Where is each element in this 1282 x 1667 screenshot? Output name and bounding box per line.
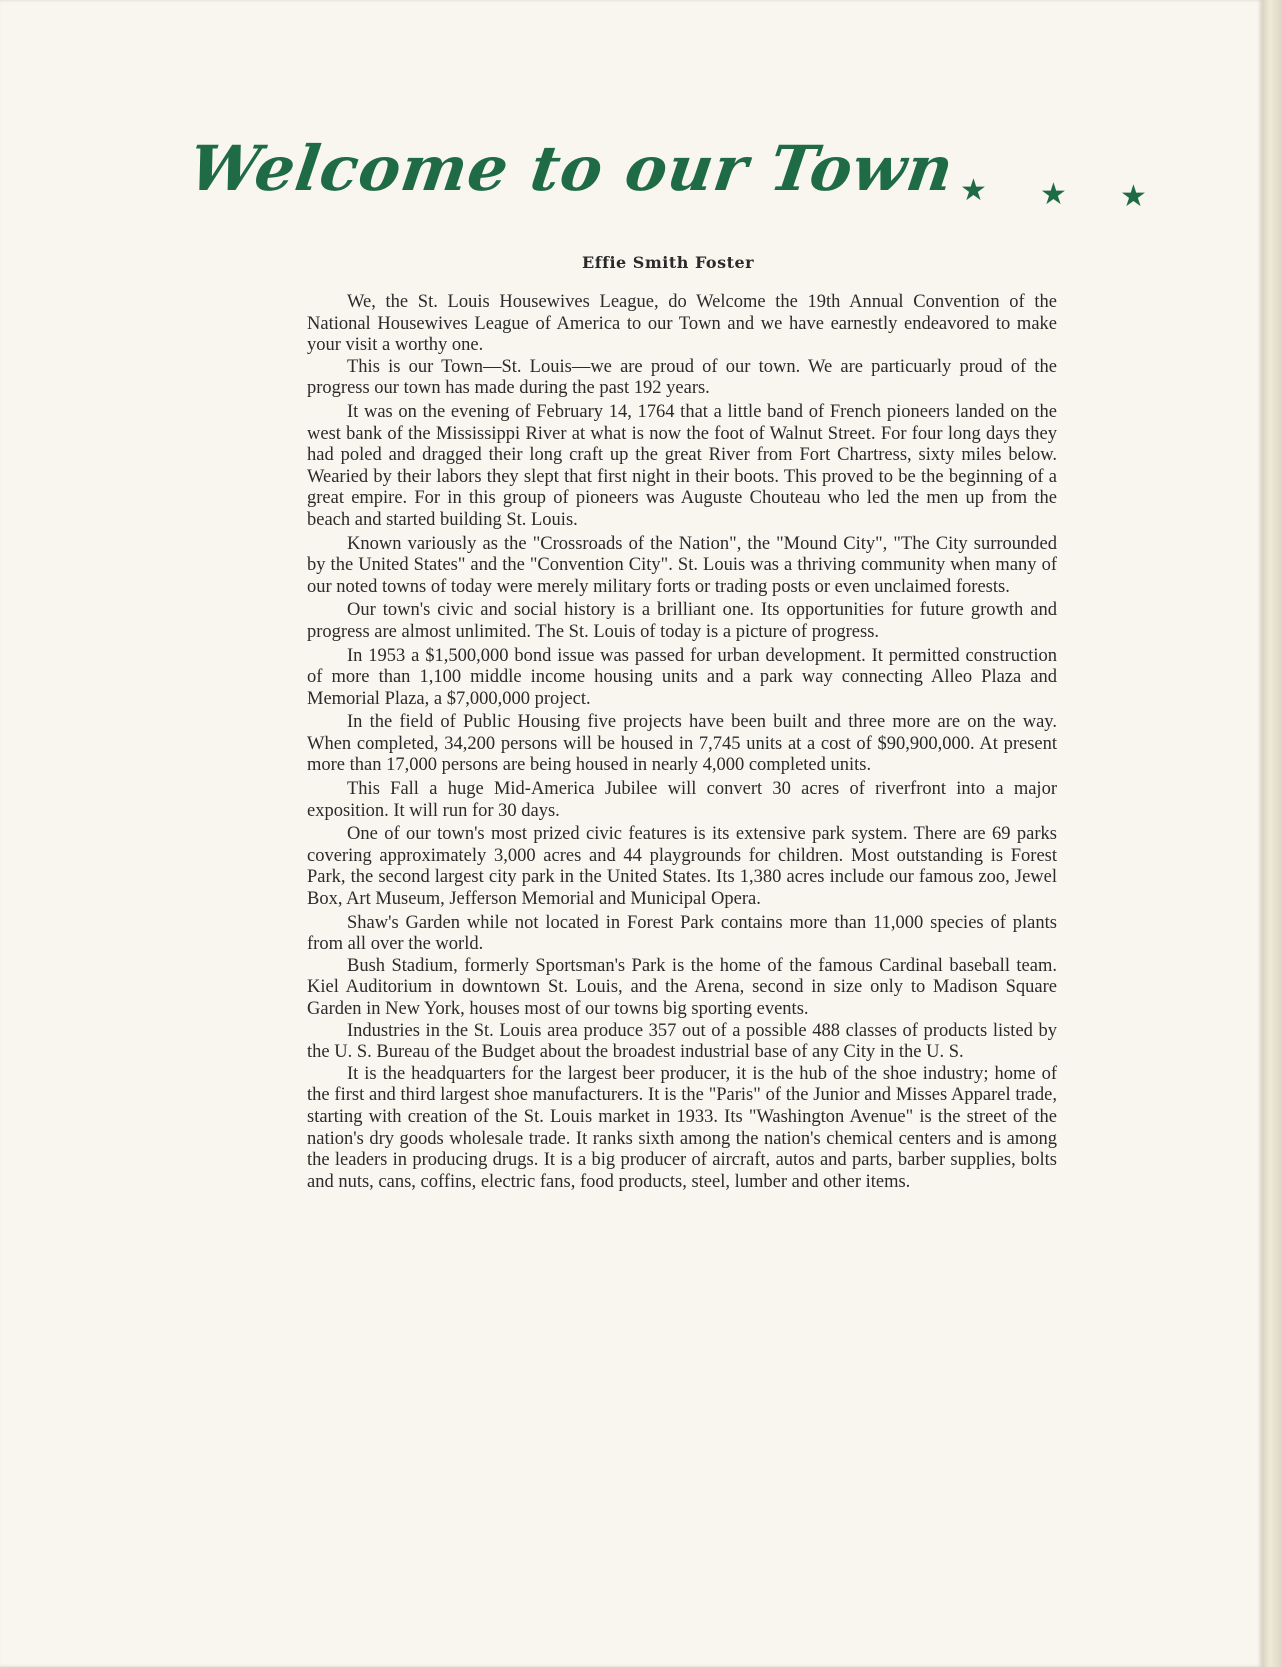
paragraph: We, the St. Louis Housewives League, do Welcome the 19th Annual Convention of the National Housewives League of America to our Town and we have earnestly endeavored to make your visit a worthy one. <box>307 292 1057 356</box>
star-icon: ★ <box>960 173 987 208</box>
paragraph: In the field of Public Housing five projects have been built and three more are on the way. When completed, 34,200 persons will be housed in 7,745 units at a cost of $90,900,000. At present more than 17,000 persons are being housed in nearly 4,000 completed units. <box>307 712 1057 776</box>
paragraph: One of our town's most prized civic features is its extensive park system. There are 69 parks covering approximately 3,000 acres and 44 playgrounds for children. Most outstanding is Forest Park, the second largest city park in the United States. Its 1,380 acres include our famous zoo, Jewel Box, Art Museum, Jefferson Memorial and Municipal Opera. <box>307 824 1057 910</box>
star-icon: ★ <box>1120 179 1147 214</box>
paragraph: Bush Stadium, formerly Sportsman's Park is the home of the famous Cardinal baseball team. Kiel Auditorium in downtown St. Louis, and the Arena, second in size only to Madison Square Garden in New York, houses most of our towns big sporting events. <box>307 955 1057 1019</box>
page-edge <box>1262 0 1282 1667</box>
author-byline: Effie Smith Foster <box>582 253 755 272</box>
paragraph: Industries in the St. Louis area produce 357 out of a possible 488 classes of products listed by the U. S. Bureau of the Budget about the broadest industrial base of any City in the U. S. <box>307 1020 1057 1063</box>
headline-title: Welcome to our Town <box>184 132 959 205</box>
star-icon: ★ <box>1040 177 1067 212</box>
paragraph: This is our Town—St. Louis—we are proud of our town. We are particuarly proud of the progress our town has made during the past 192 years. <box>307 356 1057 399</box>
paragraph: It is the headquarters for the largest beer producer, it is the hub of the shoe industry; home of the first and third largest shoe manufacturers. It is the "Paris" of the Junior and Misses Apparel trade, starting with creation of the St. Louis market in 1933. Its "Washington Avenue" is the street of the nation's dry goods wholesale trade. It ranks sixth among the nation's chemical centers and is among the leaders in producing drugs. It is a big producer of aircraft, autos and parts, barber supplies, bolts and nuts, cans, coffins, electric fans, food products, steel, lumber and other items. <box>307 1063 1057 1192</box>
headline <box>184 132 1190 232</box>
paragraph: It was on the evening of February 14, 1764 that a little band of French pioneers landed on the west bank of the Mississippi River at what is now the foot of Walnut Street. For four long days they had poled and dragged their long craft up the great River from Fort Chartress, sixty miles below. Wearied by their labors they slept that first night in their boots. This proved to be the beginning of a great empire. For in this group of pioneers was Auguste Chouteau who led the men up from the beach and started building St. Louis. <box>307 401 1057 530</box>
paragraph: This Fall a huge Mid-America Jubilee will convert 30 acres of riverfront into a major exposition. It will run for 30 days. <box>307 779 1057 821</box>
article-body <box>307 292 1057 1193</box>
paragraph: Shaw's Garden while not located in Forest Park contains more than 11,000 species of plants from all over the world. <box>307 912 1057 955</box>
paragraph: In 1953 a $1,500,000 bond issue was passed for urban development. It permitted construction of more than 1,100 middle income housing units and a park way connecting Alleo Plaza and Memorial Plaza, a $7,000,000 project. <box>307 645 1057 709</box>
paragraph: Known variously as the "Crossroads of the Nation", the "Mound City", "The City surrounded by the United States" and the "Convention City". St. Louis was a thriving community when many of our noted towns of today were merely military forts or trading posts or even unclaimed forests. <box>307 533 1057 597</box>
paragraph: Our town's civic and social history is a brilliant one. Its opportunities for future growth and progress are almost unlimited. The St. Louis of today is a picture of progress. <box>307 600 1057 642</box>
